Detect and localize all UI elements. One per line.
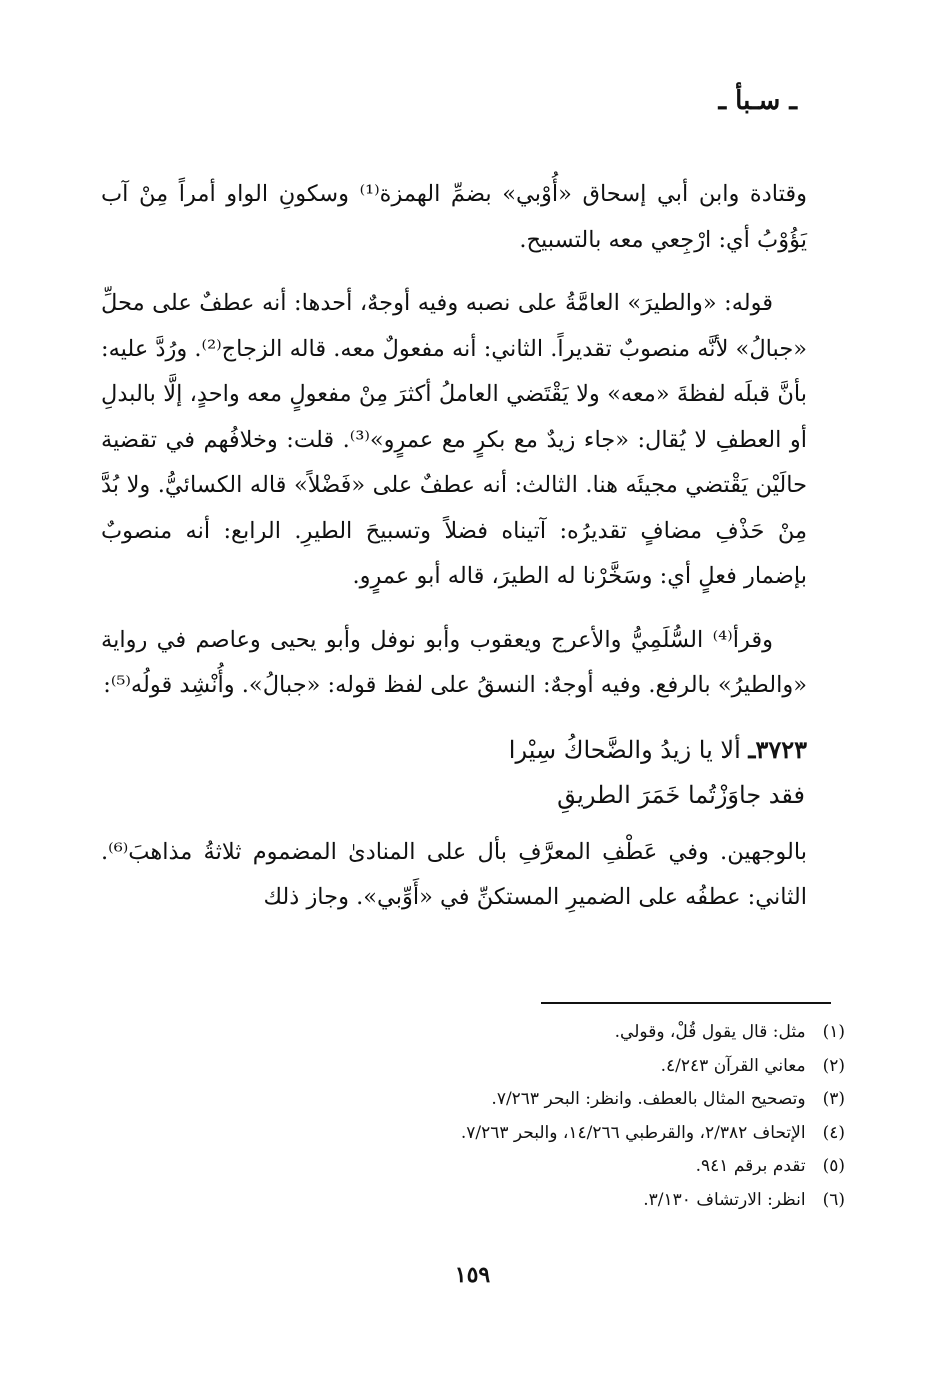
page-number: ١٥٩ [454, 1262, 491, 1288]
running-head: ـ سـبأ ـ [718, 86, 797, 116]
footnote-text: وتصحيح المثال بالعطف. وانظر: البحر ٧/٢٦٣. [491, 1089, 806, 1109]
footnote-divider [541, 1002, 831, 1004]
footnotes [225, 1016, 845, 1217]
poetry-verse [101, 727, 807, 818]
paragraph-1: وقتادة وابن أبي إسحاق «أُوْبي» بضمِّ الهمزة⁽¹⁾ وسكونِ الواو أمراً مِنْ آب يَؤُوْبُ أي: ارْجِعي معه بالتسبيح. [101, 181, 807, 253]
paragraph-3: وقرأ⁽⁴⁾ السُّلَمِيُّ والأعرج ويعقوب وأبو نوفل وأبو يحيى وعاصم في رواية «والطيرُ» بالرفع. وفيه أوجهٌ: النسقُ على لفظ قوله: «جبالُ». وأُنْشِد قولُه⁽⁵⁾: [101, 626, 807, 698]
main-text [101, 172, 807, 939]
footnote-text: تقدم برقم ٩٤١. [695, 1156, 806, 1176]
footnote-3 [225, 1083, 845, 1117]
footnote-5 [225, 1150, 845, 1184]
footnote-2 [225, 1050, 845, 1084]
footnote-number: (٥) [822, 1156, 845, 1176]
footnote-4 [225, 1117, 845, 1151]
verse-line-1 [101, 727, 807, 773]
footnote-number: (٦) [822, 1189, 845, 1210]
footnote-number: (٤) [822, 1122, 845, 1143]
footnote-6 [225, 1184, 845, 1218]
footnote-number: (٢) [822, 1055, 845, 1076]
verse-first-hemistich: ألا يا زيدُ والضَّحاكُ سِيْرا [508, 735, 741, 764]
paragraph-2: قوله: «والطيرَ» العامَّةُ على نصبه وفيه أوجهٌ، أحدها: أنه عطفٌ على محلِّ «جبالُ» لأنَّه منصوبٌ تقديراً. الثاني: أنه مفعولٌ معه. قاله الزجاج⁽²⁾. ورُدَّ عليه: بأنَّ قبلَه لفظةَ «معه» ولا يَقْتَضي العاملُ أكثرَ مِنْ مفعولٍ معه واحدٍ، إلَّا بالبدلِ أو العطفِ لا يُقال: «جاء زيدٌ مع بكرٍ مع عمرٍو»⁽³⁾. قلت: وخلافُهم في تقضية حالَيْن يَقْتضي مجيئَه هنا. الثالث: أنه عطفٌ على «فَضْلاً» قاله الكسائيُّ. ولا بُدَّ مِنْ حَذْفِ مضافٍ تقديرُه: آتيناه فضلاً وتسبيحَ الطيرِ. الرابع: أنه منصوبٌ بإضمار فعلٍ أي: وسَخَّرْنا له الطيرَ، قاله أبو عمرٍو. [101, 290, 807, 589]
footnote-text: الإتحاف ٢/٣٨٢، والقرطبي ١٤/٢٦٦، والبحر ٧/٢٦٣. [460, 1122, 806, 1143]
footnote-1 [225, 1016, 845, 1050]
verse-number: ٣٧٢٣ـ [748, 734, 807, 764]
footnote-text: انظر: الارتشاف ٣/١٣٠. [643, 1189, 806, 1210]
paragraph-4: بالوجهين. وفي عَطْفِ المعرَّفِ بأل على المنادىٰ المضموم ثلاثةُ مذاهبَ⁽⁶⁾. الثاني: عطفُه على الضميرِ المستكنِّ في «أَوِّبي». وجاز ذلك [101, 838, 807, 910]
footnote-text: مثل: قال يقول قُلْ، وقولي. [614, 1022, 806, 1042]
footnote-number: (١) [822, 1022, 845, 1042]
verse-second-hemistich: فقد جاوَزْتُما خَمَرَ الطريقِ [557, 780, 805, 809]
footnote-number: (٣) [822, 1089, 845, 1109]
footnote-text: معاني القرآن ٤/٢٤٣. [660, 1055, 806, 1076]
